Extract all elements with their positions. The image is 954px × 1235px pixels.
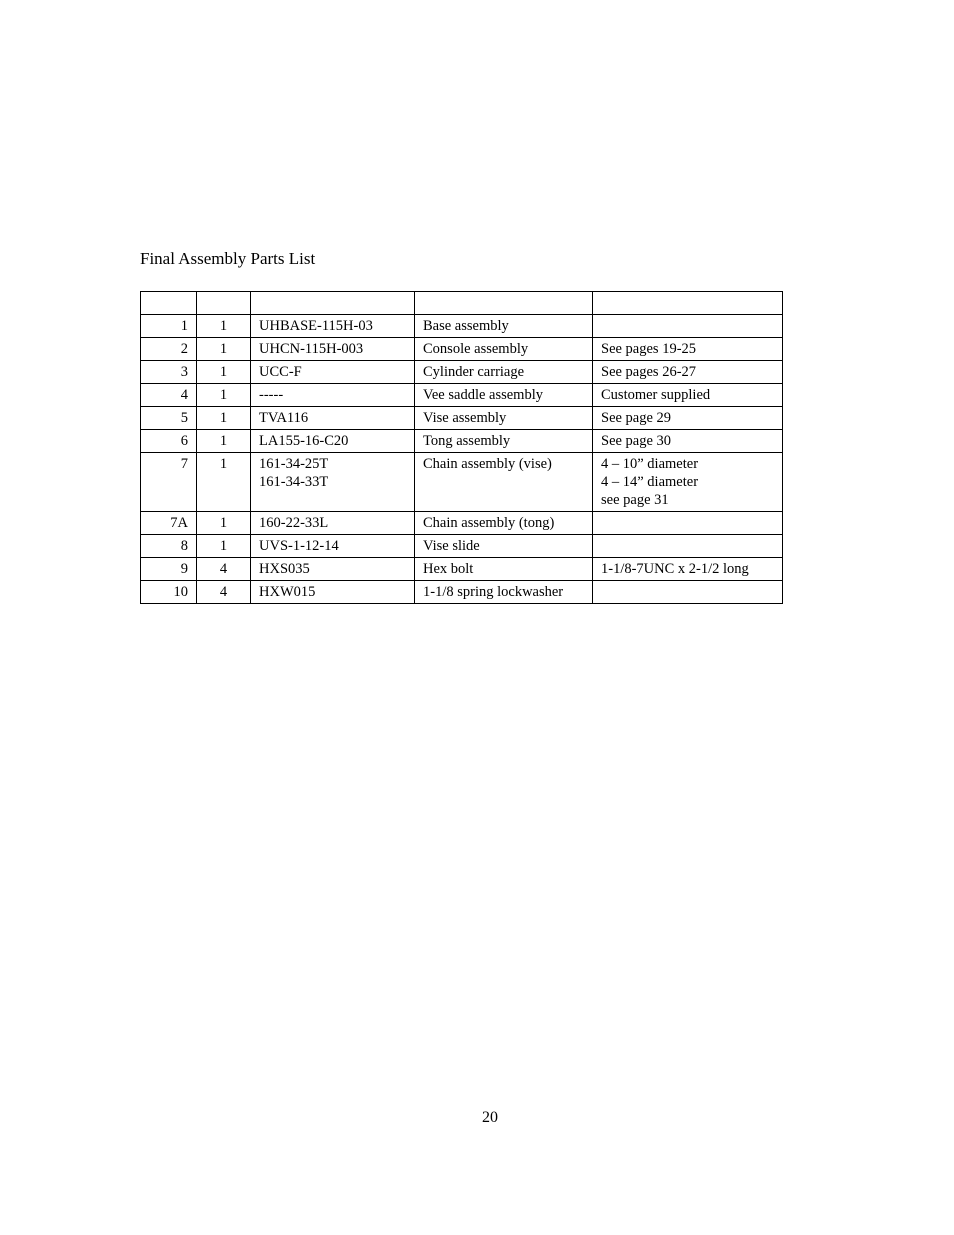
notes-line: see page 31 xyxy=(601,492,669,508)
notes-line: See page 30 xyxy=(601,433,672,449)
part-number-line: HXW015 xyxy=(259,584,316,600)
notes-cell xyxy=(593,430,783,453)
quantity-cell: 1 xyxy=(197,430,251,453)
quantity-cell: 4 xyxy=(197,558,251,581)
notes-line: See page 29 xyxy=(601,410,672,426)
item-number-cell: 2 xyxy=(141,338,197,361)
table-row xyxy=(141,558,783,581)
part-number-line: UHCN-115H-003 xyxy=(259,341,364,357)
part-number-cell xyxy=(251,430,415,453)
item-number-cell: 1 xyxy=(141,315,197,338)
table-row xyxy=(141,338,783,361)
parts-table xyxy=(140,291,783,604)
notes-cell xyxy=(593,384,783,407)
part-number-cell xyxy=(251,558,415,581)
page-title: Final Assembly Parts List xyxy=(140,249,316,268)
part-number-line: UVS-1-12-14 xyxy=(259,538,339,554)
description-cell: Vise assembly xyxy=(415,407,593,430)
part-number-cell xyxy=(251,361,415,384)
quantity-cell: 1 xyxy=(197,384,251,407)
part-number-cell xyxy=(251,453,415,512)
notes-cell xyxy=(593,558,783,581)
part-number-line: ----- xyxy=(259,387,284,403)
part-number-cell xyxy=(251,338,415,361)
page-number: 20 xyxy=(482,1109,498,1126)
item-number-cell: 7 xyxy=(141,453,197,512)
description-cell: Vise slide xyxy=(415,535,593,558)
notes-line: 4 – 14” diameter xyxy=(601,474,699,490)
part-number-line: UCC-F xyxy=(259,364,302,380)
notes-cell xyxy=(593,453,783,512)
item-number-cell: 6 xyxy=(141,430,197,453)
table-row xyxy=(141,384,783,407)
quantity-cell: 1 xyxy=(197,315,251,338)
description-cell: Hex bolt xyxy=(415,558,593,581)
description-cell: Console assembly xyxy=(415,338,593,361)
table-row xyxy=(141,512,783,535)
notes-cell xyxy=(593,361,783,384)
header-cell-notes xyxy=(593,292,783,315)
item-number-cell: 10 xyxy=(141,581,197,604)
part-number-line: HXS035 xyxy=(259,561,310,577)
part-number-line: 161-34-25T xyxy=(259,456,329,472)
quantity-cell: 4 xyxy=(197,581,251,604)
description-cell: Chain assembly (tong) xyxy=(415,512,593,535)
description-cell: Base assembly xyxy=(415,315,593,338)
notes-cell xyxy=(593,512,783,535)
notes-cell xyxy=(593,535,783,558)
notes-line: Customer supplied xyxy=(601,387,711,403)
description-cell: Tong assembly xyxy=(415,430,593,453)
quantity-cell: 1 xyxy=(197,338,251,361)
quantity-cell: 1 xyxy=(197,512,251,535)
item-number-cell: 4 xyxy=(141,384,197,407)
table-row xyxy=(141,453,783,512)
notes-line: See pages 26-27 xyxy=(601,364,697,380)
part-number-cell xyxy=(251,384,415,407)
header-cell-qty xyxy=(197,292,251,315)
part-number-line: TVA116 xyxy=(259,410,309,426)
description-cell: Cylinder carriage xyxy=(415,361,593,384)
description-cell: Vee saddle assembly xyxy=(415,384,593,407)
part-number-cell xyxy=(251,535,415,558)
notes-cell xyxy=(593,315,783,338)
item-number-cell: 5 xyxy=(141,407,197,430)
part-number-line: 160-22-33L xyxy=(259,515,329,531)
table-row xyxy=(141,315,783,338)
part-number-line: LA155-16-C20 xyxy=(259,433,349,449)
part-number-line: UHBASE-115H-03 xyxy=(259,318,373,334)
notes-line: See pages 19-25 xyxy=(601,341,697,357)
part-number-cell xyxy=(251,581,415,604)
table-row xyxy=(141,361,783,384)
table-row xyxy=(141,581,783,604)
table-row xyxy=(141,430,783,453)
header-cell-description xyxy=(415,292,593,315)
notes-cell xyxy=(593,581,783,604)
table-row xyxy=(141,407,783,430)
parts-table-body xyxy=(141,292,783,604)
table-header-row xyxy=(141,292,783,315)
part-number-cell xyxy=(251,512,415,535)
notes-cell xyxy=(593,338,783,361)
description-cell: 1-1/8 spring lockwasher xyxy=(415,581,593,604)
part-number-cell xyxy=(251,407,415,430)
header-cell-part-number xyxy=(251,292,415,315)
item-number-cell: 7A xyxy=(141,512,197,535)
notes-line: 1-1/8-7UNC x 2-1/2 long xyxy=(601,561,749,577)
item-number-cell: 3 xyxy=(141,361,197,384)
part-number-line: 161-34-33T xyxy=(259,474,329,490)
description-cell: Chain assembly (vise) xyxy=(415,453,593,512)
notes-cell xyxy=(593,407,783,430)
header-cell-item xyxy=(141,292,197,315)
quantity-cell: 1 xyxy=(197,407,251,430)
table-row xyxy=(141,535,783,558)
quantity-cell: 1 xyxy=(197,535,251,558)
item-number-cell: 8 xyxy=(141,535,197,558)
quantity-cell: 1 xyxy=(197,453,251,512)
part-number-cell xyxy=(251,315,415,338)
quantity-cell: 1 xyxy=(197,361,251,384)
item-number-cell: 9 xyxy=(141,558,197,581)
notes-line: 4 – 10” diameter xyxy=(601,456,699,472)
